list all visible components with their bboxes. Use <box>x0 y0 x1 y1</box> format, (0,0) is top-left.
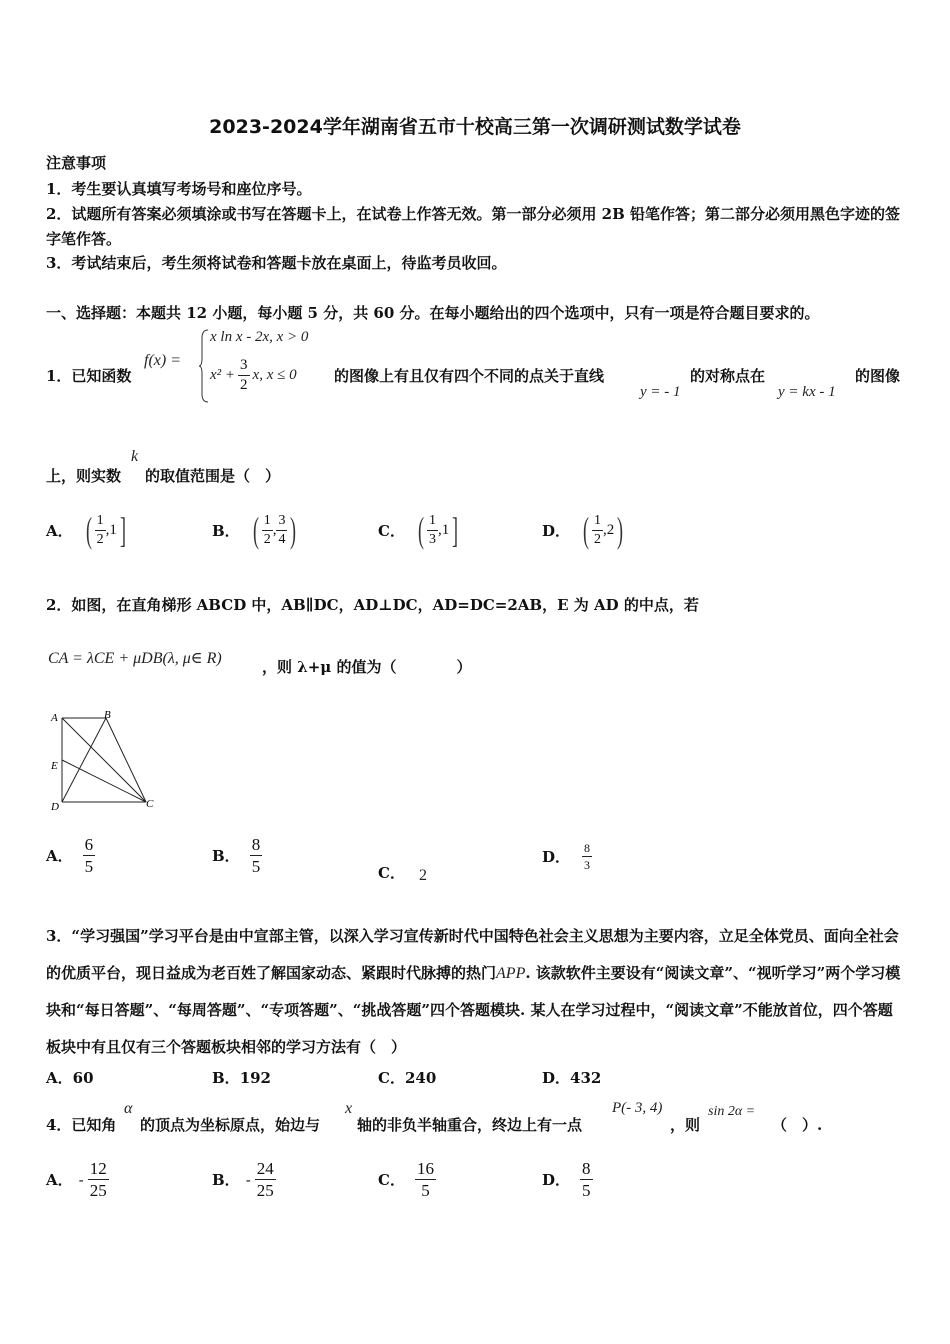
q1-brace <box>198 328 210 404</box>
fig-label-d: D <box>51 801 59 813</box>
q1-mid2: 的对称点在 <box>690 367 766 385</box>
q2-option-a-label: A． <box>46 847 73 865</box>
q1-option-d[interactable] <box>542 512 626 548</box>
q1-line2-b: 的取值范围是（ ） <box>145 467 281 485</box>
q4-option-b-value: $\frac{24}{25}$ <box>256 1159 274 1200</box>
q3-option-b[interactable]: B．192 <box>212 1069 271 1087</box>
q1-option-a[interactable] <box>46 512 129 548</box>
q4-option-a-sign: - <box>78 1170 84 1189</box>
q1-end: 的图像 <box>855 367 901 385</box>
q1-option-c-value: ( $\frac{1}{3}$ , 1 ] <box>417 510 459 550</box>
q4-e: （ ）. <box>772 1116 823 1134</box>
q2-option-b-value: $\frac{8}{5}$ <box>251 835 261 876</box>
q3-text-b: . 该款软件主要设有“阅读文章”、“视听学习”两个学习模块和“每日答题”、“每周答题”、“专项答题”、“挑战答题”四个答题模块. 某人在学习过程中，“阅读文章”不能放首位，四个答题板块中有且仅有三个答题板块相邻的学习方法有（ ） <box>46 964 901 1056</box>
q4-sin: sin 2α = <box>708 1104 756 1119</box>
q4-option-d-value: $\frac{8}{5}$ <box>582 1159 591 1200</box>
q4-option-a-value: $\frac{12}{25}$ <box>89 1159 107 1200</box>
q1-line2-a: 上，则实数 <box>46 467 122 485</box>
q2-option-d-value: $\frac{8}{3}$ <box>584 841 591 872</box>
q3-option-a[interactable]: A．60 <box>46 1069 94 1087</box>
q1-mid1: 的图像上有且仅有四个不同的点关于直线 <box>334 367 605 385</box>
notice-heading: 注意事项 <box>46 154 107 172</box>
q1-case2-a: x² + <box>210 367 236 383</box>
notice-item-1: 1．考生要认真填写考场号和座位序号。 <box>46 180 312 198</box>
q4-option-b-label: B． <box>212 1171 240 1189</box>
q2-option-b[interactable] <box>212 836 262 875</box>
q4-option-b[interactable] <box>212 1160 276 1199</box>
fig-label-c: C <box>146 798 154 810</box>
q1-case2-frac-d: 2 <box>240 377 248 393</box>
section-heading: 一、选择题：本题共 12 小题，每小题 5 分，共 60 分。在每小题给出的四个选项中，只有一项是符合题目要求的。 <box>46 304 820 322</box>
q1-option-c[interactable] <box>378 512 461 548</box>
q2-option-d-label: D． <box>542 848 571 866</box>
q2-figure <box>46 706 166 818</box>
q1-option-c-label: C． <box>378 521 405 540</box>
q4-option-d[interactable] <box>542 1160 593 1199</box>
q1-k: k <box>131 448 139 465</box>
q3-option-d[interactable]: D．432 <box>542 1069 602 1087</box>
q1-option-b[interactable] <box>212 512 299 548</box>
q3-app: APP <box>496 965 526 982</box>
q1-option-a-label: A． <box>46 521 73 540</box>
q4-option-b-sign: - <box>245 1170 251 1189</box>
q4-point: P(- 3, 4) <box>612 1100 663 1116</box>
q4-option-c-value: $\frac{16}{5}$ <box>416 1159 434 1200</box>
q4-option-a[interactable] <box>46 1160 109 1199</box>
q1-option-d-value: ( $\frac{1}{2}$ , 2 ) <box>583 510 624 550</box>
q3-option-c[interactable]: C．240 <box>378 1069 437 1087</box>
q2-text: 2．如图，在直角梯形 ABCD 中，AB∥DC，AD⊥DC，AD=DC=2AB，E 为 AD 的中点，若 <box>46 596 699 614</box>
q4-option-d-label: D． <box>542 1171 571 1189</box>
q2-option-c-label: C． <box>378 864 405 882</box>
q1-option-a-value: ( $\frac{1}{2}$ , 1 ] <box>85 510 126 550</box>
q2-option-c-value: 2 <box>418 866 427 884</box>
q1-case2-frac <box>238 358 250 393</box>
q3-text-a: 3．“学习强国”学习平台是由中宣部主管，以深入学习宣传新时代中国特色社会主义思想为主要内容，立足全体党员、面向全社会的优质平台，现日益成为老百姓了解国家动态、紧跟时代脉搏的热门 <box>46 927 899 982</box>
fig-label-a: A <box>51 712 58 724</box>
q4-x: x <box>345 1100 353 1117</box>
q1-option-d-label: D． <box>542 521 571 540</box>
q4-b: 的顶点为坐标原点，始边与 <box>140 1116 321 1134</box>
q1-case2-b: x, x ≤ 0 <box>252 367 297 383</box>
q4-option-a-label: A． <box>46 1171 73 1189</box>
q2-option-a-value: $\frac{6}{5}$ <box>84 835 94 876</box>
q2-option-c[interactable] <box>378 862 427 883</box>
q2-tail: ，则 λ+μ 的值为（ ） <box>262 658 472 676</box>
q1-option-b-value: ( $\frac{1}{2}$ , $\frac{3}{4}$ ) <box>252 510 297 550</box>
notice-item-3: 3．考试结束后，考生须将试卷和答题卡放在桌面上，待监考员收回。 <box>46 254 507 272</box>
q4-alpha: α <box>124 1100 133 1117</box>
q1-func-name: f(x) = <box>144 352 181 369</box>
q2-option-a[interactable] <box>46 836 95 875</box>
q1-line1: y = - 1 <box>640 384 681 400</box>
fig-label-b: B <box>104 709 111 721</box>
q2-formula: CA = λCE + μDB(λ, μ∈ R) <box>48 650 222 667</box>
q1-case1: x ln x - 2x, x > 0 <box>210 329 309 345</box>
q4-option-c-label: C． <box>378 1171 405 1189</box>
q1-case2-frac-n: 3 <box>238 358 250 376</box>
q1-option-b-label: B． <box>212 521 240 540</box>
q2-option-b-label: B． <box>212 847 240 865</box>
q4-d: ，则 <box>670 1116 701 1134</box>
q1-case2 <box>210 358 297 393</box>
q1-line2: y = kx - 1 <box>778 384 836 400</box>
q4-option-c[interactable] <box>378 1160 436 1199</box>
q2-option-d[interactable] <box>542 842 592 871</box>
q4-a: 4．已知角 <box>46 1116 117 1134</box>
notice-item-2: 2．试题所有答案必须填涂或书写在答题卡上，在试卷上作答无效。第一部分必须用 2B 铅笔作答；第二部分必须用黑色字迹的签字笔作答。 <box>46 205 901 248</box>
fig-label-e: E <box>51 760 58 772</box>
q4-c: 轴的非负半轴重合，终边上有一点 <box>357 1116 583 1134</box>
page-title: 2023-2024学年湖南省五市十校高三第一次调研测试数学试卷 <box>209 116 741 138</box>
q1-prefix: 1．已知函数 <box>46 367 132 385</box>
q3-text <box>46 918 904 1066</box>
